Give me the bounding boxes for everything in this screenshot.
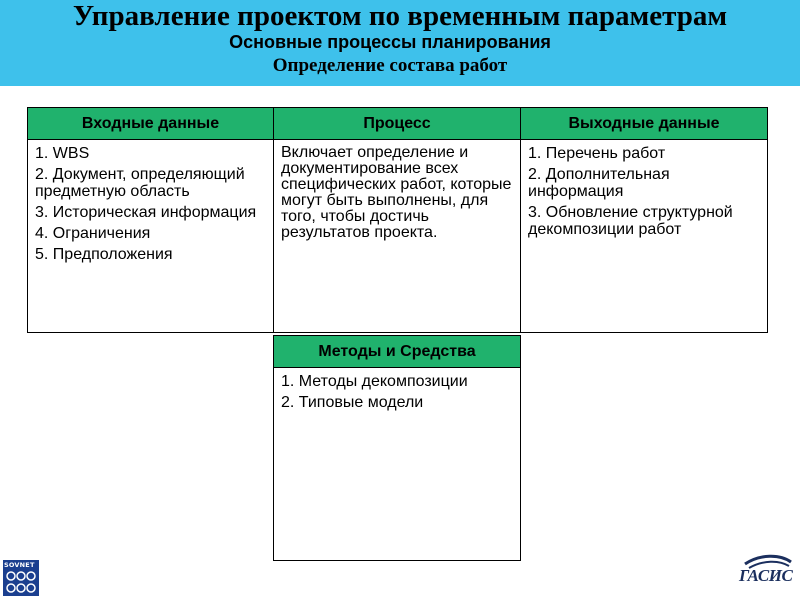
- inputs-heading: Входные данные: [27, 107, 274, 140]
- sovnet-logo-text: SOVNET: [4, 561, 35, 569]
- gasis-logo: [735, 554, 795, 594]
- outputs-heading: Выходные данные: [520, 107, 768, 140]
- slide-section-title: Определение состава работ: [272, 55, 508, 76]
- process-description: [273, 139, 521, 333]
- inputs-item: 3. Историческая информация: [35, 204, 257, 221]
- process-heading: Процесс: [273, 107, 521, 140]
- inputs-item: 1. WBS: [35, 145, 90, 162]
- methods-heading: Методы и Средства: [273, 335, 521, 368]
- sovnet-rings-icon: [3, 560, 39, 596]
- outputs-list: [520, 139, 768, 333]
- inputs-item: 5. Предположения: [35, 246, 173, 263]
- inputs-item: 2. Документ, определяющий предметную область: [35, 166, 245, 200]
- slide-subtitle: Основные процессы планирования: [229, 32, 551, 52]
- outputs-item: 1. Перечень работ: [528, 145, 666, 162]
- inputs-list: [27, 139, 274, 333]
- slide-title: Управление проектом по временным параметрам: [72, 0, 728, 32]
- title-banner: [0, 0, 800, 86]
- process-text: Включает определение и документирование всех специфических работ, которые могут быть выполнены, для того, чтобы достичь результатов проекта.: [281, 144, 512, 241]
- methods-list: [273, 367, 521, 561]
- gasis-logo-text: ГАСИС: [739, 566, 793, 585]
- outputs-item: 3. Обновление структурной декомпозиции работ: [528, 204, 733, 238]
- inputs-item: 4. Ограничения: [35, 225, 151, 242]
- sovnet-logo: [3, 560, 39, 596]
- methods-item: 2. Типовые модели: [281, 394, 424, 411]
- methods-item: 1. Методы декомпозиции: [281, 373, 468, 390]
- outputs-item: 2. Дополнительная информация: [528, 166, 670, 200]
